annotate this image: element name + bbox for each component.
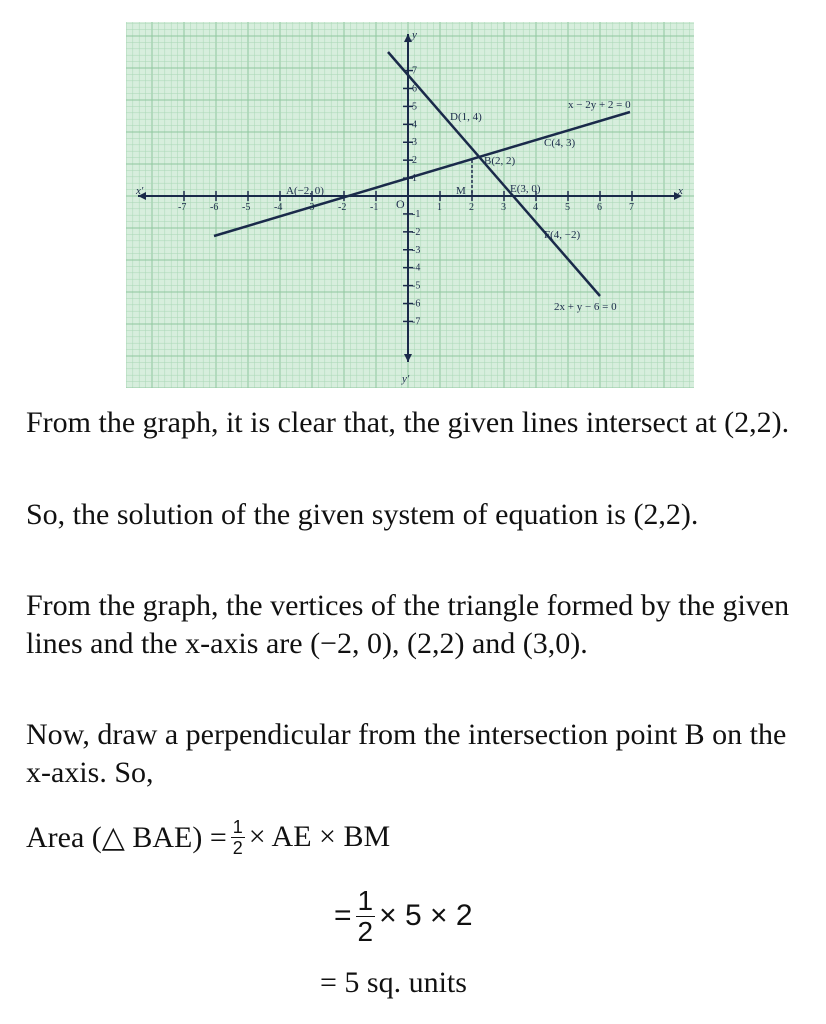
label-x-neg: x' <box>136 185 144 197</box>
area-calculation <box>334 876 473 956</box>
paragraph-perpendicular: Now, draw a perpendicular from the intersection point B on the x-axis. So, <box>26 718 787 789</box>
area-suffix: × AE × BM <box>248 820 391 853</box>
area-fraction-numerator: 1 <box>232 816 243 837</box>
y-tick-label: -4 <box>412 262 421 274</box>
y-tick-label: 5 <box>412 101 417 113</box>
x-tick-label: 4 <box>533 202 538 213</box>
label-y-neg: y' <box>402 373 410 385</box>
y-tick-label: 6 <box>412 83 417 95</box>
y-tick-label: 7 <box>412 65 417 77</box>
x-tick-label: -7 <box>178 202 187 213</box>
label-point-C: C(4, 3) <box>544 137 576 149</box>
y-tick-label: -2 <box>412 226 421 238</box>
x-tick-label: 5 <box>565 202 570 213</box>
label-point-A: A(−2, 0) <box>286 185 324 197</box>
label-y: y <box>412 29 417 41</box>
label-line2-equation: 2x + y − 6 = 0 <box>554 301 617 313</box>
label-line1-equation: x − 2y + 2 = 0 <box>568 99 631 111</box>
x-tick-label: 7 <box>629 202 634 213</box>
calc-suffix: × 5 × 2 <box>379 899 473 932</box>
label-point-F: F(4, −2) <box>544 229 581 241</box>
x-tick-label: -2 <box>338 202 347 213</box>
x-tick-label: -6 <box>210 202 219 213</box>
x-tick-label: 3 <box>501 202 506 213</box>
calc-equals: = <box>334 899 352 932</box>
x-tick-label: -3 <box>306 202 315 213</box>
area-result: = 5 sq. units <box>320 966 467 999</box>
coordinate-graph <box>126 22 694 388</box>
y-tick-label: -5 <box>412 280 421 292</box>
area-fraction <box>231 817 245 858</box>
area-formula <box>26 812 390 862</box>
x-tick-label: 1 <box>437 202 442 213</box>
y-tick-label: -1 <box>412 208 421 220</box>
x-tick-label: -4 <box>274 202 283 213</box>
y-tick-label: 3 <box>412 137 417 149</box>
paragraph-solution: So, the solution of the given system of equation is (2,2). <box>26 498 699 531</box>
y-tick-label: -3 <box>412 244 421 256</box>
x-tick-label: 2 <box>469 202 474 213</box>
x-tick-label: -5 <box>242 202 251 213</box>
area-fraction-denominator: 2 <box>232 837 243 858</box>
paragraph-vertices: From the graph, the vertices of the triangle formed by the given lines and the x-axis are (−2, 0), (2,2) and (3,0). <box>26 589 790 660</box>
calc-fraction-denominator: 2 <box>357 915 374 947</box>
label-point-D: D(1, 4) <box>450 111 482 123</box>
y-tick-label: 4 <box>412 119 417 131</box>
y-tick-label: 1 <box>412 173 417 185</box>
calc-fraction-numerator: 1 <box>357 884 374 916</box>
label-x: x <box>678 185 683 197</box>
label-point-B: B(2, 2) <box>484 155 516 167</box>
x-tick-label: -1 <box>370 202 379 213</box>
area-prefix: Area (△ BAE) = <box>26 820 227 854</box>
x-tick-label: 6 <box>597 202 602 213</box>
y-tick-label: -6 <box>412 298 421 310</box>
label-point-M: M <box>456 185 466 197</box>
calc-fraction <box>356 886 376 947</box>
label-point-E: E(3, 0) <box>510 183 541 195</box>
graph-figure <box>126 22 694 388</box>
y-tick-label: -7 <box>412 316 421 328</box>
y-tick-label: 2 <box>412 155 417 167</box>
paragraph-intersection: From the graph, it is clear that, the given lines intersect at (2,2). <box>26 406 790 439</box>
label-origin: O <box>396 197 405 211</box>
